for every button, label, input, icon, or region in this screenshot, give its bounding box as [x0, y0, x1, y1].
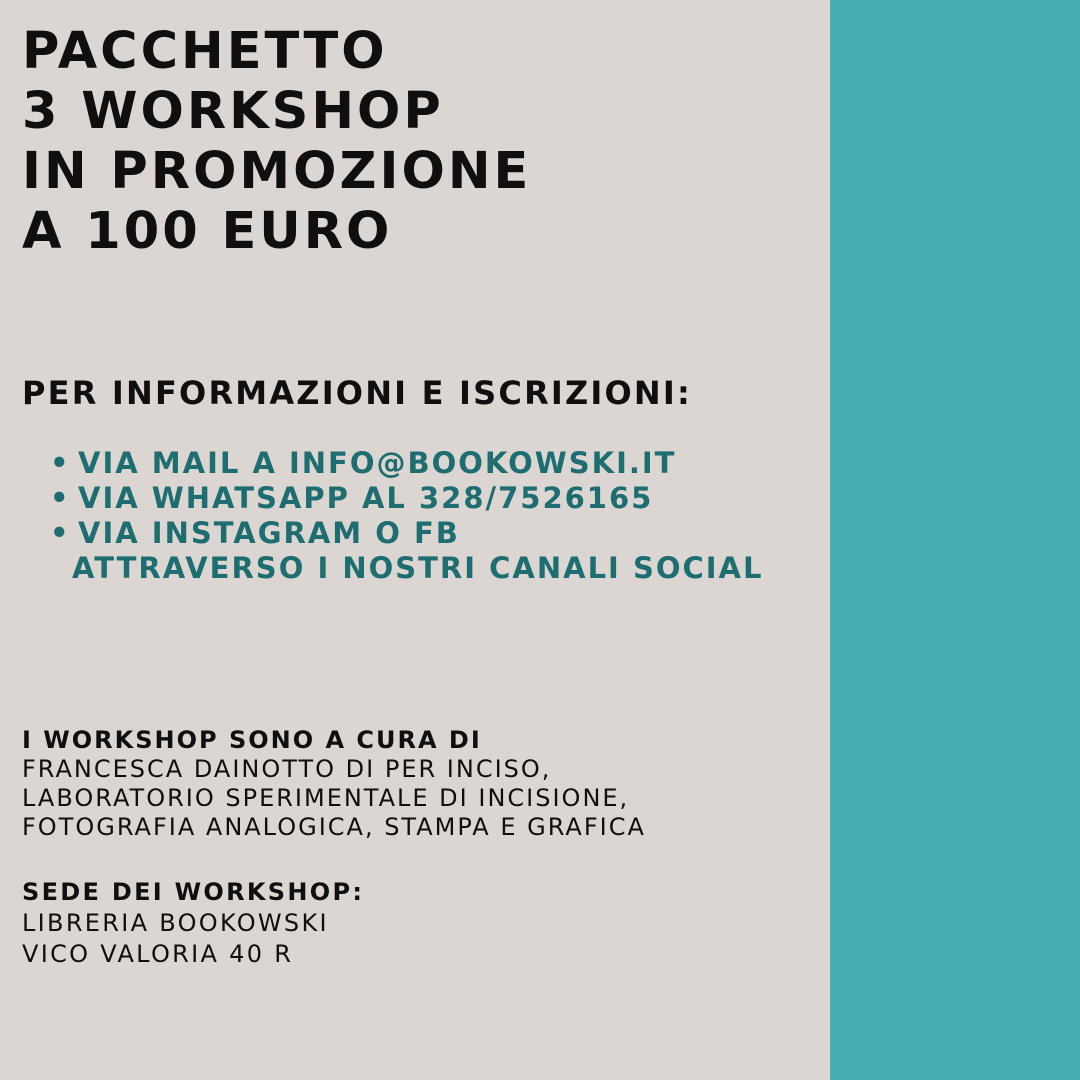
curators-block [22, 726, 646, 842]
venue-line: VICO VALORIA 40 R [22, 940, 294, 968]
headline [22, 22, 531, 262]
contact-item-mail [50, 446, 763, 481]
contact-item-label: VIA WHATSAPP AL 328/7526165 [78, 481, 654, 515]
contact-item-label: VIA MAIL A INFO@BOOKOWSKI.IT [78, 446, 677, 480]
curators-line: FOTOGRAFIA ANALOGICA, STAMPA E GRAFICA [22, 813, 646, 841]
info-heading: PER INFORMAZIONI E ISCRIZIONI: [22, 374, 693, 412]
venue-label: SEDE DEI WORKSHOP: [22, 878, 365, 906]
contact-item-continuation [50, 551, 763, 586]
contact-item-whatsapp [50, 481, 763, 516]
contact-item-label: ATTRAVERSO I NOSTRI CANALI SOCIAL [72, 551, 764, 585]
accent-panel [830, 0, 1080, 1080]
curators-line: FRANCESCA DAINOTTO DI PER INCISO, [22, 755, 552, 783]
venue-line: LIBRERIA BOOKOWSKI [22, 909, 329, 937]
contact-list [50, 446, 763, 586]
bullet-icon: • [50, 446, 71, 480]
bullet-icon: • [50, 481, 71, 515]
contact-item-label: VIA INSTAGRAM O FB [78, 516, 460, 550]
headline-line: IN PROMOZIONE [22, 142, 532, 201]
bullet-icon: • [50, 516, 71, 550]
curators-line: LABORATORIO SPERIMENTALE DI INCISIONE, [22, 784, 630, 812]
headline-line: A 100 EURO [22, 202, 393, 261]
headline-line: PACCHETTO [22, 22, 388, 81]
venue-block [22, 877, 364, 970]
contact-item-social [50, 516, 763, 551]
headline-line: 3 WORKSHOP [22, 82, 444, 141]
curators-label: I WORKSHOP SONO A CURA DI [22, 726, 482, 754]
